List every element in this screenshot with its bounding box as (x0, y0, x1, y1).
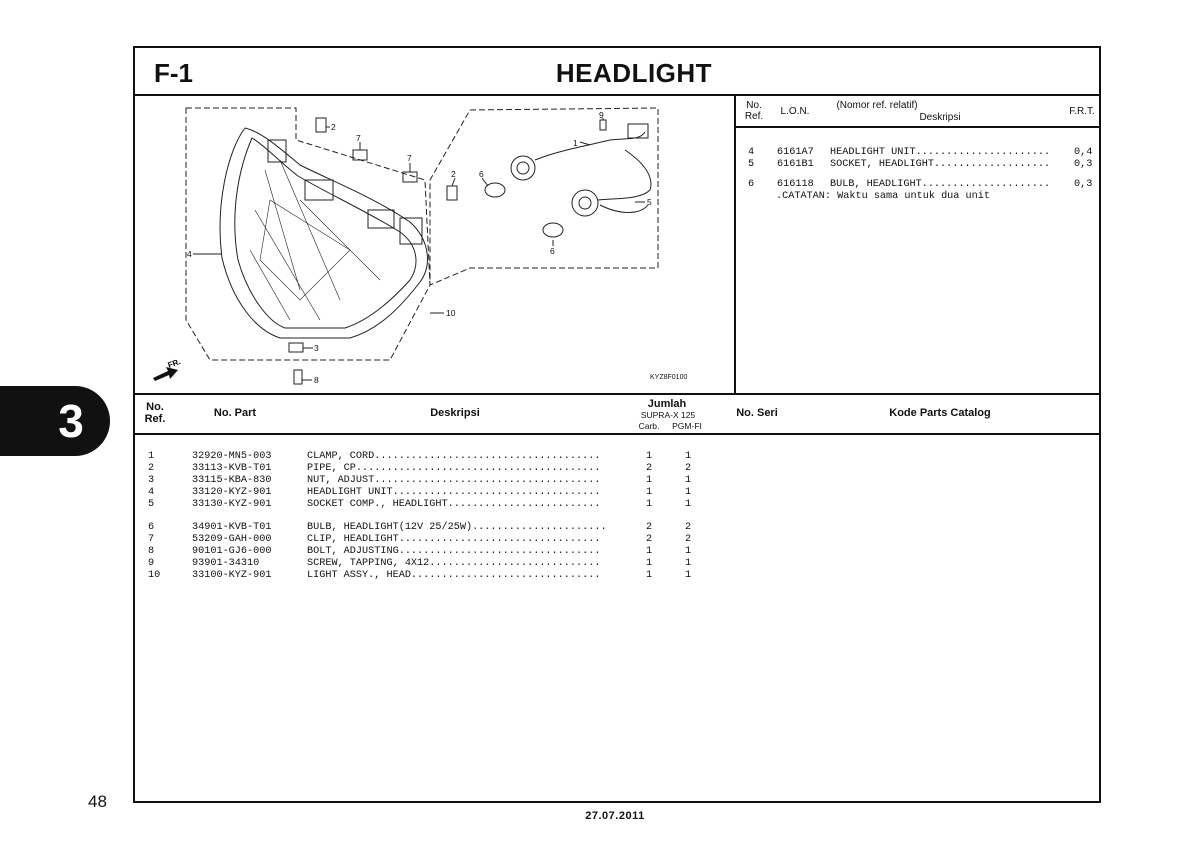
ref-no-header: No. Ref. (744, 100, 764, 122)
ref-lon-header: L.O.N. (780, 106, 810, 117)
callout-5: 5 (647, 197, 652, 207)
table-row: 6 34901-KVB-T01 BULB, HEADLIGHT(12V 25/25W)...................... 2 2 (148, 522, 692, 533)
table-row: 1 32920-MN5-003 CLAMP, CORD..................................... 1 1 (148, 451, 692, 462)
table-row: 7 53209-GAH-000 CLIP, HEADLIGHT................................. 2 2 (148, 534, 692, 545)
table-row: 3 33115-KBA-830 NUT, ADJUST..................................... 1 1 (148, 475, 692, 486)
callout-7a: 7 (356, 133, 361, 143)
ref-row: 4 6161A7 HEADLIGHT UNIT...................... 0,4 (748, 147, 1093, 158)
callout-7b: 7 (407, 153, 412, 163)
ref-desc-header: Deskripsi (919, 112, 961, 123)
table-row: 5 33130-KYZ-901 SOCKET COMP., HEADLIGHT......................... 1 1 (148, 499, 692, 510)
table-row: 9 93901-34310 SCREW, TAPPING, 4X12............................ 1 1 (148, 558, 692, 569)
ref-row: 5 6161B1 SOCKET, HEADLIGHT................... 0,3 (748, 159, 1093, 170)
front-arrow-icon (153, 367, 178, 381)
parts-desc-header: Deskripsi (430, 407, 480, 419)
page-number: 48 (88, 792, 107, 811)
parts-no-part-header: No. Part (213, 407, 257, 419)
callout-6a: 6 (479, 169, 484, 179)
ref-frt-header: F.R.T. (1069, 106, 1095, 117)
callout-9: 9 (599, 110, 604, 120)
parts-catalog-code-header: Kode Parts Catalog (889, 407, 991, 419)
ref-row: 6 616118 BULB, HEADLIGHT..................... 0,3 (748, 179, 1093, 190)
callout-4: 4 (187, 249, 192, 259)
headlight-drawing (136, 95, 734, 393)
diagram-bottom-divider (134, 393, 1100, 395)
chapter-tab-number: 3 (58, 395, 84, 447)
callout-1: 1 (573, 138, 578, 148)
parts-carb-header: Carb. (638, 421, 660, 431)
table-row: 10 33100-KYZ-901 LIGHT ASSY., HEAD............................... 1 1 (148, 570, 692, 581)
callout-2a: 2 (331, 122, 336, 132)
table-row: 4 33120-KYZ-901 HEADLIGHT UNIT.................................. 1 1 (148, 487, 692, 498)
parts-jumlah-header: Jumlah (647, 398, 687, 410)
ref-header-divider (736, 126, 1100, 128)
callout-2b: 2 (451, 169, 456, 179)
drawing-code: KYZ8F0100 (650, 374, 688, 381)
parts-pgmfi-header: PGM-FI (672, 421, 702, 431)
table-row: 2 33113-KVB-T01 PIPE, CP........................................ 2 2 (148, 463, 692, 474)
chapter-tab (0, 386, 110, 456)
callout-10: 10 (446, 308, 456, 318)
table-row: 8 90101-GJ6-000 BOLT, ADJUSTING................................. 1 1 (148, 546, 692, 557)
page-title: HEADLIGHT (555, 58, 713, 88)
callout-6b: 6 (550, 246, 555, 256)
parts-serial-header: No. Seri (736, 407, 778, 419)
footer-date: 27.07.2011 (585, 810, 645, 822)
diagram-ref-divider (734, 95, 736, 394)
section-code: F-1 (154, 58, 193, 88)
parts-header-divider (134, 433, 1100, 435)
ref-desc-top-header: (Nomor ref. relatif) (836, 100, 918, 111)
exploded-diagram (136, 95, 734, 393)
parts-ref-header: No. Ref. (144, 401, 166, 425)
parts-model-header: SUPRA-X 125 (640, 410, 696, 420)
ref-note: .CATATAN: Waktu sama untuk dua unit (776, 191, 990, 202)
callout-3: 3 (314, 343, 319, 353)
callout-8: 8 (314, 375, 319, 385)
front-marker-label: FR. (166, 357, 182, 370)
